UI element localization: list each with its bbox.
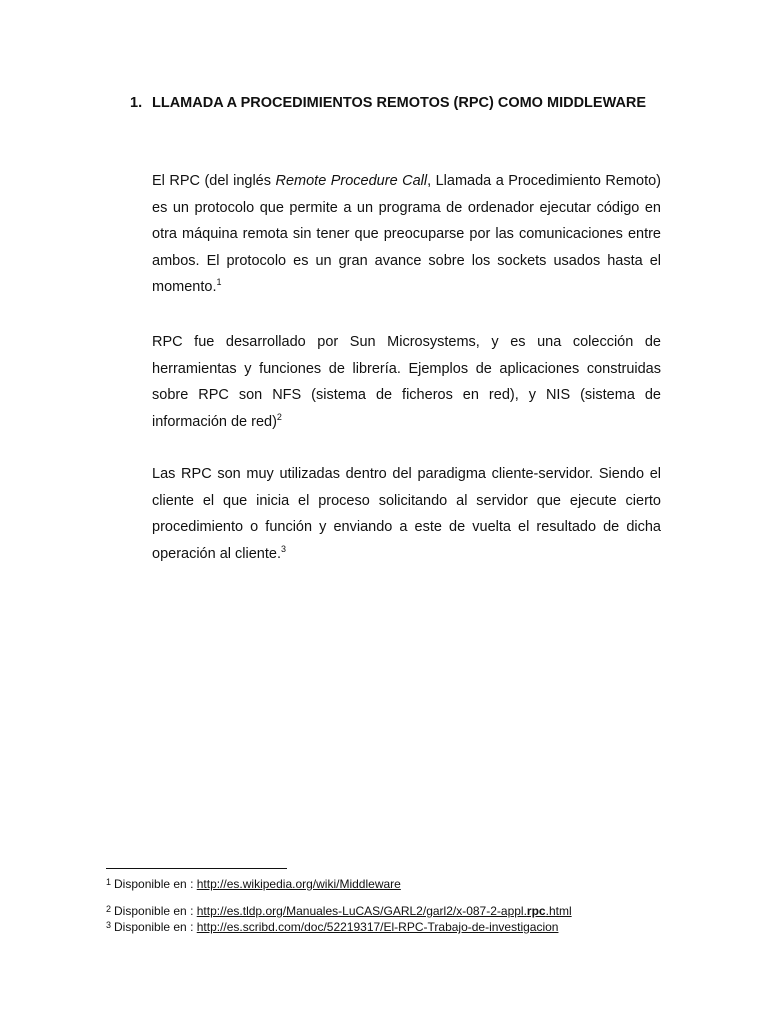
footnote-label: Disponible en : — [114, 904, 197, 918]
footnote-mark: 1 — [106, 877, 112, 887]
footnote-link[interactable]: http://es.wikipedia.org/wiki/Middleware — [196, 877, 401, 891]
heading-title: LLAMADA A PROCEDIMIENTOS REMOTOS (RPC) COMO MIDDLEWARE — [152, 95, 647, 111]
footnote-mark: 3 — [106, 920, 112, 930]
section-heading — [130, 90, 661, 117]
heading-number: 1. — [130, 95, 143, 111]
footnote-link[interactable]: http://es.scribd.com/doc/52219317/El-RPC-Trabajo-de-investigacion — [196, 920, 559, 934]
paragraph-text: El RPC (del inglés — [152, 173, 276, 189]
footnote-2 — [106, 902, 572, 918]
paragraph-italic-term: Remote Procedure Call — [275, 173, 428, 189]
paragraph-rpc-origin — [152, 329, 661, 435]
paragraph-text: Las RPC son muy utilizadas dentro del paradigma cliente-servidor. Siendo el cliente el que inicia el proceso solicitando al servidor que ejecute cierto procedimiento o función y enviando a este de vuelta el resultado de dicha operación al cliente. — [152, 466, 661, 562]
footnote-reference: 1 — [216, 277, 222, 287]
paragraph-client-server — [152, 461, 661, 567]
footnote-mark: 2 — [106, 904, 112, 914]
footnote-link[interactable] — [197, 904, 572, 918]
footnote-link-part: http://es.tldp.org/Manuales-LuCAS/GARL2/garl2/x-087-2-appl. — [196, 904, 527, 918]
paragraph-rpc-definition — [152, 168, 661, 301]
footnote-label: Disponible en : — [114, 920, 197, 934]
paragraph-text: RPC fue desarrollado por Sun Microsystems, y es una colección de herramientas y funciones de librería. Ejemplos de aplicaciones construidas sobre RPC son NFS (sistema de ficheros en red), y NIS (sistema de información de red) — [152, 334, 661, 430]
footnote-label: Disponible en : — [114, 877, 197, 891]
footnote-link-part: .html — [545, 904, 572, 918]
footnote-reference: 2 — [276, 411, 282, 422]
footnote-link-bold-part: rpc — [526, 904, 546, 918]
footnote-reference: 3 — [280, 543, 286, 554]
footnote-separator — [106, 868, 287, 869]
footnote-3 — [106, 918, 558, 934]
paragraph-text: , Llamada a Procedimiento Remoto) es un protocolo que permite a un programa de ordenador ejecutar código en otra máquina remota sin tener que preocuparse por las comunicaciones entre ambos. El protocolo es un gran avance sobre los sockets usados hasta el momento. — [152, 173, 661, 295]
footnote-1 — [106, 875, 401, 891]
